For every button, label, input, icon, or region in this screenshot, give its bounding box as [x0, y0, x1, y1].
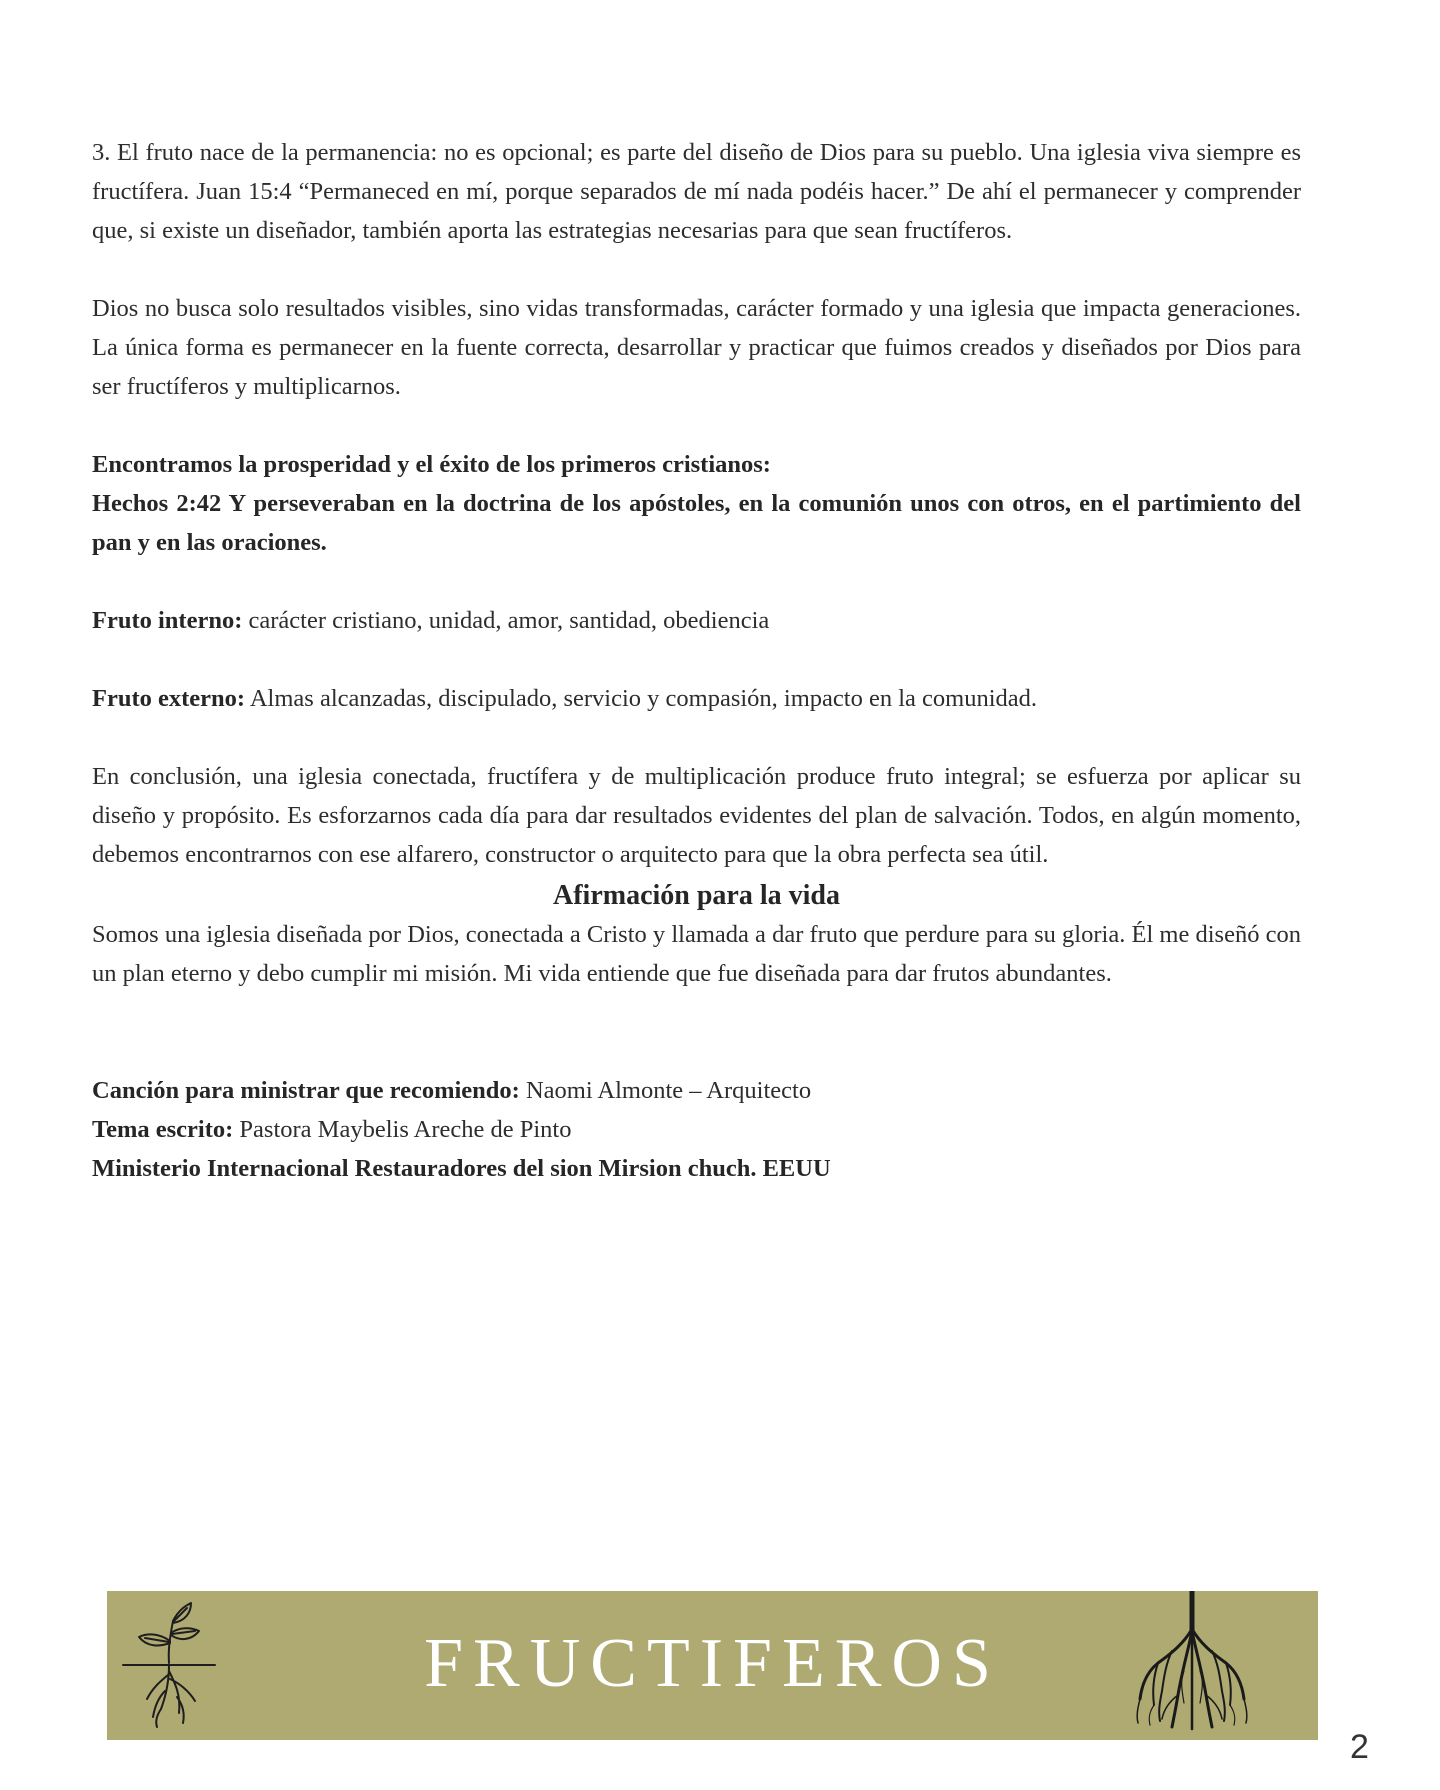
affirmation-heading: Afirmación para la vida: [553, 880, 840, 911]
paragraph-hechos-verse: Hechos 2:42 Y perseveraban en la doctrina de los apóstoles, en la comunión unos con otros, en el partimiento del pan y en las oraciones.: [92, 490, 1301, 556]
author-value: Pastora Maybelis Areche de Pinto: [233, 1116, 572, 1143]
author-credit-line: [92, 1110, 1301, 1149]
ministry-credit: Ministerio Internacional Restauradores del sion Mirsion chuch. EEUU: [92, 1155, 831, 1182]
paragraph-conclusion: En conclusión, una iglesia conectada, fructífera y de multiplicación produce fruto integral; se esfuerza por aplicar su diseño y propósito. Es esforzarnos cada día para dar resultados evidentes del plan de salvación. Todos, en algún momento, debemos encontrarnos con ese alfarero, constructor o arquitecto para que la obra perfecta sea útil.: [92, 763, 1301, 868]
song-value: Naomi Almonte – Arquitecto: [519, 1077, 812, 1104]
song-label: Canción para ministrar que recomiendo:: [92, 1077, 520, 1104]
footer-banner: [107, 1591, 1318, 1740]
fruto-externo-text: Almas alcanzadas, discipulado, servicio y compasión, impacto en la comunidad.: [245, 685, 1038, 712]
author-label: Tema escrito:: [92, 1116, 234, 1143]
banner-title: FRUCTIFEROS: [424, 1625, 1001, 1702]
fruto-interno-text: carácter cristiano, unidad, amor, santidad, obediencia: [242, 607, 770, 634]
fruto-interno-line: [92, 601, 1301, 640]
fruto-externo-label: Fruto externo:: [92, 685, 246, 712]
paragraph-permanencia: 3. El fruto nace de la permanencia: no es opcional; es parte del diseño de Dios para su pueblo. Una iglesia viva siempre es fructífera. Juan 15:4 “Permaneced en mí, porque separados de mí nada podéis hacer.” De ahí el permanecer y comprender que, si existe un diseñador, también aporta las estrategias necesarias para que sean fructíferos.: [92, 139, 1301, 244]
tree-roots-icon: [1132, 1591, 1252, 1731]
fruto-interno-label: Fruto interno:: [92, 607, 243, 634]
paragraph-prosperidad-heading: Encontramos la prosperidad y el éxito de los primeros cristianos:: [92, 451, 771, 478]
fruto-externo-line: [92, 679, 1301, 718]
song-credit-line: [92, 1071, 1301, 1110]
affirmation-text: Somos una iglesia diseñada por Dios, conectada a Cristo y llamada a dar fruto que perdure para su gloria. Él me diseñó con un plan eterno y debo cumplir mi misión. Mi vida entiende que fue diseñada para dar frutos abundantes.: [92, 921, 1301, 987]
page-number: 2: [1350, 1728, 1369, 1766]
document-body: [92, 133, 1301, 1188]
paragraph-dios-no-busca: Dios no busca solo resultados visibles, sino vidas transformadas, carácter formado y una iglesia que impacta generaciones. La única forma es permanecer en la fuente correcta, desarrollar y practicar que fuimos creados y diseñados por Dios para ser fructíferos y multiplicarnos.: [92, 295, 1301, 400]
